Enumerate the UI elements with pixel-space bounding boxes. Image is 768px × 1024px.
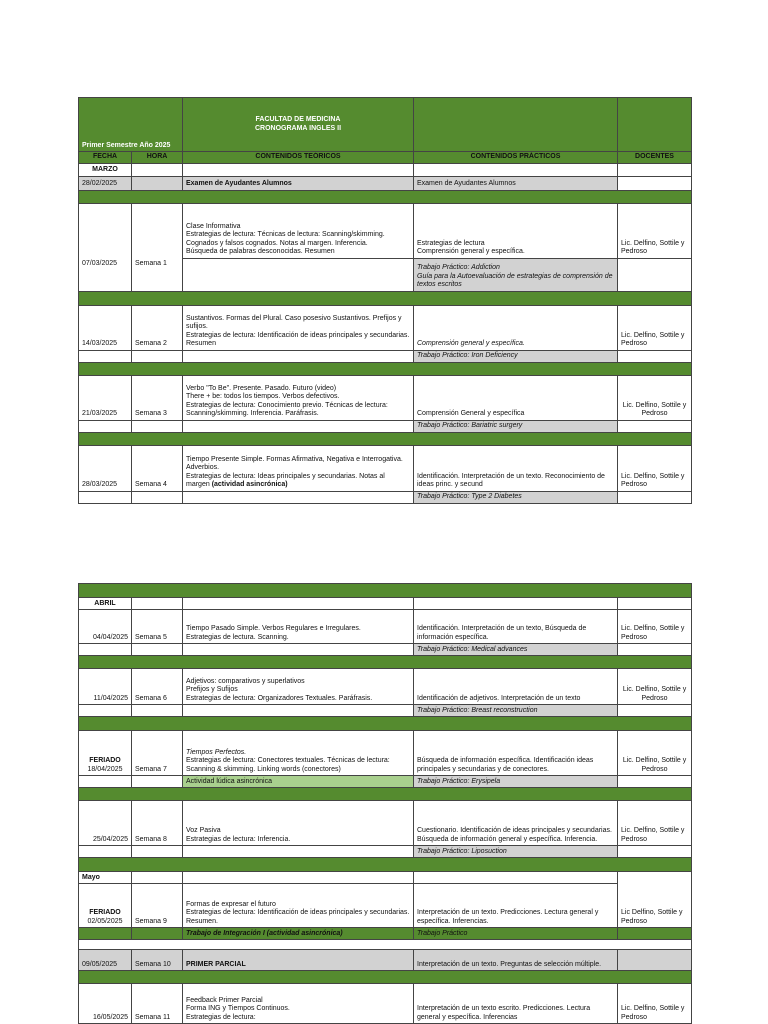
section-separator <box>79 656 692 669</box>
table-row <box>79 950 692 971</box>
practice-cell: Búsqueda de información específica. Identificación ideas principales y secundarias y de conectores. <box>414 731 618 776</box>
practice-cell: Examen de Ayudantes Alumnos <box>414 176 618 190</box>
holiday-label: FERIADO <box>89 909 121 916</box>
section-separator <box>79 432 692 445</box>
practical-work-cell: Trabajo Práctico: Medical advances <box>414 644 618 656</box>
date-cell: 28/03/2025 <box>79 445 132 491</box>
teachers-cell: Lic. Delfino, Sottile y Pedroso <box>618 445 692 491</box>
month-label: Mayo <box>79 872 132 884</box>
teachers-cell: Lic. Delfino, Sottile y Pedroso <box>618 731 692 776</box>
practical-work-cell: Trabajo Práctico: Breast reconstruction <box>414 705 618 717</box>
teachers-cell: Lic. Delfino, Sottile y Pedroso <box>618 669 692 705</box>
practical-work-cell: Trabajo Práctico: Liposuction <box>414 846 618 858</box>
table-row <box>79 203 692 258</box>
date-cell: 09/05/2025 <box>79 950 132 971</box>
table-row <box>79 801 692 846</box>
async-note: (actividad asincrónica) <box>211 481 288 488</box>
col-hora: HORA <box>132 152 183 164</box>
practical-work-cell: Trabajo Práctico: Iron Deficiency <box>414 350 618 362</box>
week-cell: Semana 4 <box>132 445 183 491</box>
section-separator <box>79 291 692 305</box>
month-label: MARZO <box>79 163 132 176</box>
table-row <box>79 445 692 491</box>
section-separator <box>79 717 692 731</box>
section-separator <box>79 362 692 375</box>
table-row <box>79 884 692 928</box>
date-cell <box>79 884 132 928</box>
date-cell: 14/03/2025 <box>79 305 132 350</box>
date-cell: 21/03/2025 <box>79 375 132 420</box>
date-cell: 07/03/2025 <box>79 203 132 291</box>
practical-work-cell: Trabajo Práctico: Erysipela <box>414 776 618 788</box>
theory-cell: Examen de Ayudantes Alumnos <box>183 176 414 190</box>
practice-cell: Estrategias de lectura Comprensión general y específica. <box>414 203 618 258</box>
date-cell <box>79 731 132 776</box>
practical-work-cell: Trabajo Práctico: Type 2 Diabetes <box>414 491 618 503</box>
week-cell: Semana 6 <box>132 669 183 705</box>
date-cell: 28/02/2025 <box>79 176 132 190</box>
practice-cell: Interpretación de un texto escrito. Predicciones. Lectura general y específica. Inferencias <box>414 984 618 1024</box>
col-fecha: FECHA <box>79 152 132 164</box>
week-cell: Semana 9 <box>132 884 183 928</box>
theory-cell: Formas de expresar el futuro Estrategias de lectura: Identificación de ideas principales y secundarias. Resumen. <box>183 884 414 928</box>
teachers-cell: Lic. Delfino, Sottile y Pedroso <box>618 610 692 644</box>
section-separator <box>79 971 692 984</box>
col-docentes: DOCENTES <box>618 152 692 164</box>
theory-cell: Clase Informativa Estrategias de lectura: Técnicas de lectura: Scanning/skimming. Cognados y falsos cognados. Notas al margen. Inferencia. Búsqueda de palabras desconocidas. Resumen <box>183 203 414 258</box>
section-separator <box>79 584 692 598</box>
month-label: ABRIL <box>79 598 132 610</box>
practical-work-cell: Trabajo Práctico: Bariatric surgery <box>414 420 618 432</box>
week-cell: Semana 8 <box>132 801 183 846</box>
theory-heading: Tiempos Perfectos. <box>186 748 247 756</box>
practice-cell: Interpretación de un texto. Preguntas de selección múltiple. <box>414 950 618 971</box>
practice-cell: Identificación. Interpretación de un texto, Búsqueda de información específica. <box>414 610 618 644</box>
integration-cell: Trabajo de Integración I (actividad asincrónica) <box>183 928 414 940</box>
table-row <box>79 984 692 1024</box>
week-cell: Semana 11 <box>132 984 183 1024</box>
date-cell: 11/04/2025 <box>79 669 132 705</box>
theory-cell: Feedback Primer Parcial Forma ING y Tiempos Continuos. Estrategias de lectura: <box>183 984 414 1024</box>
practice-cell: Identificación. Interpretación de un texto. Reconocimiento de ideas princ. y secund <box>414 445 618 491</box>
table-row <box>79 375 692 420</box>
schedule-table-march <box>78 97 692 504</box>
schedule-table-april-may <box>78 583 692 1024</box>
title-block <box>183 98 414 152</box>
week-cell: Semana 10 <box>132 950 183 971</box>
activity-cell: Actividad lúdica asincrónica <box>183 776 414 788</box>
practice-cell: Interpretación de un texto. Predicciones. Lectura general y específica. Inferencias. <box>414 884 618 928</box>
week-cell: Semana 5 <box>132 610 183 644</box>
section-separator <box>79 190 692 203</box>
theory-text: Tiempo Presente Simple. Formas Afirmativa, Negativa e Interrogativa. Adverbios. Estrategias de lectura: Ideas principales y secundarias. Notas al margen <box>186 455 403 488</box>
theory-cell: Voz Pasiva Estrategias de lectura: Inferencia. <box>183 801 414 846</box>
week-cell: Semana 3 <box>132 375 183 420</box>
col-practicos: CONTENIDOS PRÁCTICOS <box>414 152 618 164</box>
theory-cell: Verbo "To Be". Presente. Pasado. Futuro (video) There + be: todos los tiempos. Verbos defectivos. Estrategias de lectura: Conocimiento previo. Técnicas de lectura: Scanning/skimming. Inferencia. Paráfrasis. <box>183 375 414 420</box>
date-text: 02/05/2025 <box>87 917 123 925</box>
theory-cell <box>183 731 414 776</box>
teachers-cell: Lic Delfino, Sottile y Pedroso <box>618 872 692 928</box>
col-teoricos: CONTENIDOS TEÓRICOS <box>183 152 414 164</box>
date-cell: 25/04/2025 <box>79 801 132 846</box>
theory-cell: Tiempo Pasado Simple. Verbos Regulares e Irregulares. Estrategias de lectura. Scanning. <box>183 610 414 644</box>
theory-text: Estrategias de lectura: Conectores textuales. Técnicas de lectura: Scanning & skimming. Linking words (conectores) <box>186 757 390 773</box>
course-title: CRONOGRAMA INGLES II <box>254 124 342 132</box>
date-text: 18/04/2025 <box>87 765 123 773</box>
faculty-title: FACULTAD DE MEDICINA <box>255 116 341 123</box>
teachers-cell: Lic. Delfino, Sottile y Pedroso <box>618 203 692 258</box>
teachers-cell: Lic. Delfino, Sottile y Pedroso <box>618 984 692 1024</box>
date-cell: 04/04/2025 <box>79 610 132 644</box>
theory-cell <box>183 445 414 491</box>
week-cell: Semana 2 <box>132 305 183 350</box>
theory-cell: PRIMER PARCIAL <box>183 950 414 971</box>
semester-label: Primer Semestre Año 2025 <box>79 98 183 152</box>
practice-cell: Comprensión General y específica <box>414 375 618 420</box>
practice-cell: Comprensión general y específica. <box>414 305 618 350</box>
teachers-cell: Lic. Delfino, Sottile y Pedroso <box>618 375 692 420</box>
teachers-cell: Lic. Delfino, Sottile y Pedroso <box>618 801 692 846</box>
practice-cell: Cuestionario. Identificación de ideas principales y secundarias. Búsqueda de información general y específica. Inferencia. <box>414 801 618 846</box>
week-cell: Semana 7 <box>132 731 183 776</box>
date-cell: 16/05/2025 <box>79 984 132 1024</box>
section-separator <box>79 858 692 872</box>
table-row <box>79 731 692 776</box>
table-row <box>79 176 692 190</box>
theory-cell: Sustantivos. Formas del Plural. Caso posesivo Sustantivos. Prefijos y sufijos. Estrategias de lectura: Identificación de ideas principales y secundarias. Resumen <box>183 305 414 350</box>
section-separator <box>79 788 692 801</box>
holiday-label: FERIADO <box>89 757 121 764</box>
practice-cell: Identificación de adjetivos. Interpretación de un texto <box>414 669 618 705</box>
week-cell: Semana 1 <box>132 203 183 291</box>
theory-cell: Adjetivos: comparativos y superlativos Prefijos y Sufijos Estrategias de lectura: Organizadores Textuales. Paráfrasis. <box>183 669 414 705</box>
table-row <box>79 305 692 350</box>
table-row <box>79 610 692 644</box>
practical-work-cell: Trabajo Práctico: Addiction Guía para la Autoevaluación de estrategias de comprensión de textos escritos <box>414 258 618 291</box>
teachers-cell: Lic. Delfino, Sottile y Pedroso <box>618 305 692 350</box>
table-row <box>79 669 692 705</box>
practical-work-cell: Trabajo Práctico <box>414 928 618 940</box>
